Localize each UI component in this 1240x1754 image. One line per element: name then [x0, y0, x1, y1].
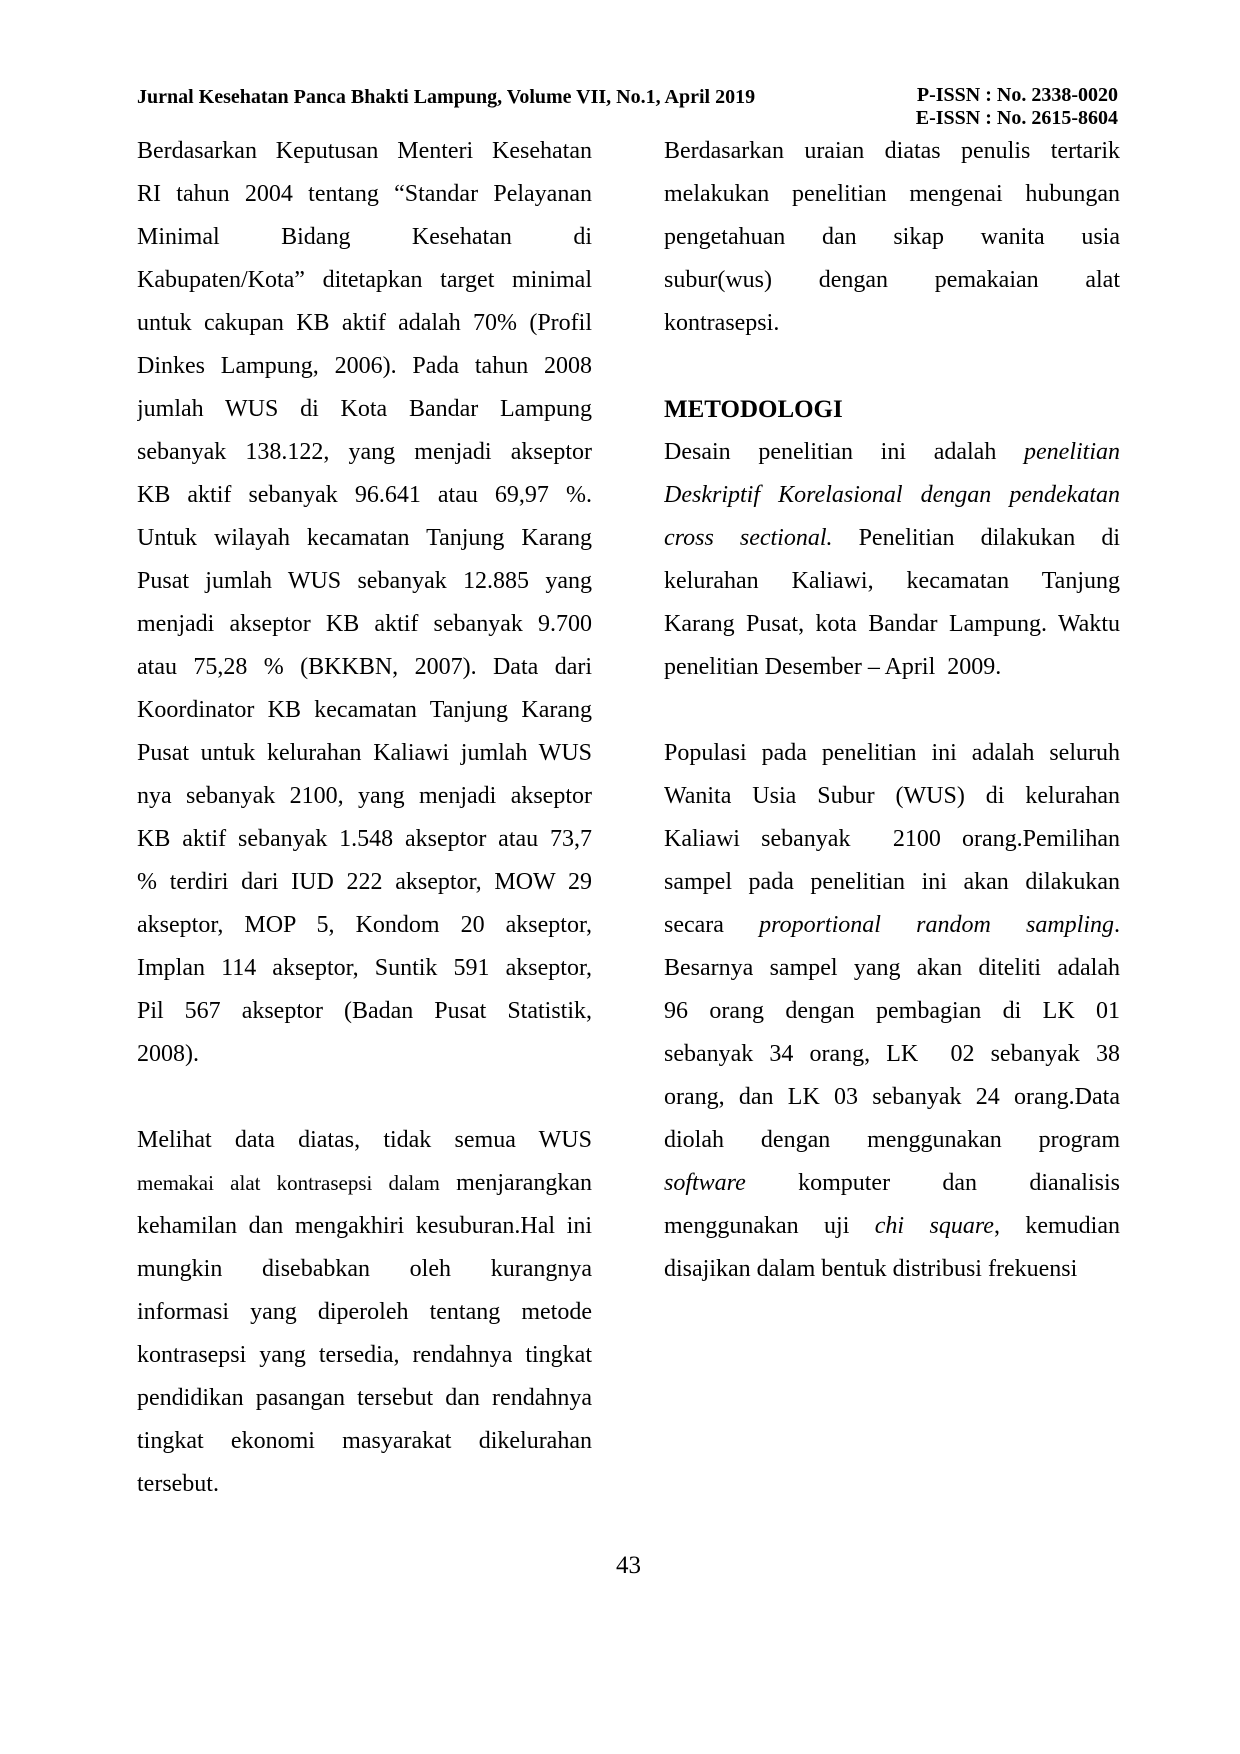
text-line	[137, 302, 592, 345]
italic-text-segment: proportional random sampling	[759, 912, 1114, 938]
text-segment: Penelitian dilakukan di	[832, 525, 1120, 551]
text-segment: mungkin disebabkan oleh kurangnya	[137, 1256, 592, 1282]
text-segment: informasi yang diperoleh tentang metode	[137, 1299, 592, 1325]
text-line	[137, 431, 592, 474]
text-line	[137, 1162, 592, 1205]
text-segment: Melihat data diatas, tidak semua WUS	[137, 1127, 592, 1153]
text-segment: Berdasarkan Keputusan Menteri Kesehatan	[137, 138, 592, 164]
text-segment: KB aktif sebanyak 96.641 atau 69,97 %.	[137, 482, 592, 508]
text-segment: secara	[664, 912, 760, 938]
text-line	[664, 1248, 1120, 1291]
paragraph-research-interest	[664, 130, 1120, 345]
text-segment: kontrasepsi yang tersedia, rendahnya tingkat	[137, 1342, 592, 1368]
text-segment: Kabupaten/Kota” ditetapkan target minimal	[137, 267, 592, 293]
paragraph-research-design	[664, 431, 1120, 689]
text-line	[137, 861, 592, 904]
text-segment: tingkat ekonomi masyarakat dikelurahan	[137, 1428, 592, 1454]
text-segment: akseptor, MOP 5, Kondom 20 akseptor,	[137, 912, 592, 938]
text-segment: komputer dan dianalisis	[745, 1170, 1120, 1196]
italic-text-segment: chi square	[874, 1213, 994, 1239]
p-issn: P-ISSN : No. 2338-0020	[916, 84, 1118, 106]
text-segment: Besarnya sampel yang akan diteliti adalah	[664, 955, 1120, 981]
text-segment: kehamilan dan mengakhiri kesuburan.Hal ini	[137, 1213, 592, 1239]
text-line	[664, 560, 1120, 603]
text-segment: Koordinator KB kecamatan Tanjung Karang	[137, 697, 592, 723]
text-line	[137, 388, 592, 431]
text-segment: penelitian Desember – April 2009.	[664, 654, 1002, 680]
text-segment: atau 75,28 % (BKKBN, 2007). Data dari	[137, 654, 592, 680]
text-line	[137, 689, 592, 732]
text-segment: orang, dan LK 03 sebanyak 24 orang.Data	[664, 1084, 1120, 1110]
text-line	[664, 904, 1120, 947]
text-line	[664, 990, 1120, 1033]
e-issn: E-ISSN : No. 2615-8604	[915, 107, 1118, 129]
text-segment: menjarangkan	[456, 1170, 592, 1196]
text-line	[664, 1119, 1120, 1162]
text-segment: sebanyak 34 orang, LK 02 sebanyak 38	[664, 1041, 1120, 1067]
text-segment: pengetahuan dan sikap wanita usia	[664, 224, 1120, 250]
text-segment: Kaliawi sebanyak 2100 orang.Pemilihan	[664, 826, 1120, 852]
text-segment: 96 orang dengan pembagian di LK 01	[664, 998, 1120, 1024]
text-segment: Untuk wilayah kecamatan Tanjung Karang	[137, 525, 592, 551]
text-segment: sampel pada penelitian ini akan dilakukan	[664, 869, 1120, 895]
text-line	[664, 130, 1120, 173]
text-line	[137, 130, 592, 173]
text-line	[137, 603, 592, 646]
text-line	[137, 1377, 592, 1420]
text-segment: sebanyak 138.122, yang menjadi akseptor	[137, 439, 592, 465]
text-line	[664, 732, 1120, 775]
italic-text-segment: penelitian	[1024, 439, 1120, 465]
text-line	[137, 947, 592, 990]
paragraph-population-sample	[664, 732, 1120, 1291]
text-segment: menjadi akseptor KB aktif sebanyak 9.700	[137, 611, 592, 637]
text-line	[664, 173, 1120, 216]
text-line	[664, 775, 1120, 818]
text-segment: Karang Pusat, kota Bandar Lampung. Waktu	[664, 611, 1120, 637]
left-column	[137, 130, 592, 1506]
text-line	[137, 560, 592, 603]
text-segment: .	[1114, 912, 1120, 938]
text-line	[664, 1076, 1120, 1119]
text-segment: melakukan penelitian mengenai hubungan	[664, 181, 1120, 207]
text-segment: kontrasepsi.	[664, 310, 780, 336]
text-segment: , kemudian	[993, 1213, 1120, 1239]
text-segment: memakai alat kontrasepsi dalam	[137, 1171, 457, 1195]
text-segment: Populasi pada penelitian ini adalah seluruh	[664, 740, 1120, 766]
text-segment: Pil 567 akseptor (Badan Pusat Statistik,	[137, 998, 592, 1024]
text-segment: Minimal Bidang Kesehatan di	[137, 224, 592, 250]
text-segment: RI tahun 2004 tentang “Standar Pelayanan	[137, 181, 592, 207]
text-segment: subur(wus) dengan pemakaian alat	[664, 267, 1120, 293]
text-line	[664, 947, 1120, 990]
text-line	[664, 474, 1120, 517]
text-segment: Desain penelitian ini adalah	[664, 439, 1025, 465]
text-line	[137, 646, 592, 689]
text-line	[664, 431, 1120, 474]
text-line	[664, 1162, 1120, 1205]
text-line	[137, 345, 592, 388]
text-line	[664, 603, 1120, 646]
text-line	[664, 302, 1120, 345]
text-line	[137, 517, 592, 560]
text-line	[137, 216, 592, 259]
italic-text-segment: cross sectional.	[664, 525, 833, 551]
text-segment: Implan 114 akseptor, Suntik 591 akseptor,	[137, 955, 592, 981]
text-line	[137, 775, 592, 818]
text-segment: Dinkes Lampung, 2006). Pada tahun 2008	[137, 353, 592, 379]
text-line	[137, 904, 592, 947]
text-segment: % terdiri dari IUD 222 akseptor, MOW 29	[137, 869, 592, 895]
text-segment: Wanita Usia Subur (WUS) di kelurahan	[664, 783, 1120, 809]
text-line	[137, 173, 592, 216]
right-column	[664, 130, 1120, 1291]
text-segment: tersebut.	[137, 1471, 219, 1497]
text-line	[137, 1205, 592, 1248]
text-segment: Pusat untuk kelurahan Kaliawi jumlah WUS	[137, 740, 592, 766]
text-line	[137, 732, 592, 775]
text-line	[137, 1420, 592, 1463]
italic-text-segment: Deskriptif Korelasional dengan pendekatan	[664, 482, 1120, 508]
text-line	[137, 1334, 592, 1377]
paragraph-analysis	[137, 1119, 592, 1506]
text-line	[137, 259, 592, 302]
text-segment: diolah dengan menggunakan program	[664, 1127, 1120, 1153]
text-line	[137, 1248, 592, 1291]
text-line	[664, 259, 1120, 302]
text-segment: 2008).	[137, 1041, 199, 1067]
text-segment: untuk cakupan KB aktif adalah 70% (Profil	[137, 310, 592, 336]
text-segment: nya sebanyak 2100, yang menjadi akseptor	[137, 783, 592, 809]
text-segment: Berdasarkan uraian diatas penulis tertarik	[664, 138, 1120, 164]
text-segment: Pusat jumlah WUS sebanyak 12.885 yang	[137, 568, 592, 594]
text-line	[137, 818, 592, 861]
text-segment: disajikan dalam bentuk distribusi frekuensi	[664, 1256, 1078, 1282]
text-line	[137, 1291, 592, 1334]
journal-header-title: Jurnal Kesehatan Panca Bhakti Lampung, Volume VII, No.1, April 2019	[137, 86, 756, 108]
text-segment: KB aktif sebanyak 1.548 akseptor atau 73,7	[137, 826, 592, 852]
page-number: 43	[616, 1552, 641, 1579]
text-line	[137, 990, 592, 1033]
text-segment: menggunakan uji	[664, 1213, 875, 1239]
text-line	[664, 818, 1120, 861]
text-line	[664, 861, 1120, 904]
text-line	[137, 474, 592, 517]
text-line	[664, 216, 1120, 259]
text-segment: jumlah WUS di Kota Bandar Lampung	[137, 396, 592, 422]
text-segment: pendidikan pasangan tersebut dan rendahnya	[137, 1385, 592, 1411]
text-line	[664, 646, 1120, 689]
section-heading-metodologi: METODOLOGI	[664, 396, 843, 423]
text-line	[664, 1033, 1120, 1076]
text-line	[664, 517, 1120, 560]
paragraph-background-data	[137, 130, 592, 1076]
text-line	[137, 1033, 592, 1076]
text-line	[664, 1205, 1120, 1248]
italic-text-segment: software	[664, 1170, 746, 1196]
text-line	[137, 1119, 592, 1162]
text-line	[137, 1463, 592, 1506]
issn-block	[916, 84, 1118, 130]
text-segment: kelurahan Kaliawi, kecamatan Tanjung	[664, 568, 1120, 594]
